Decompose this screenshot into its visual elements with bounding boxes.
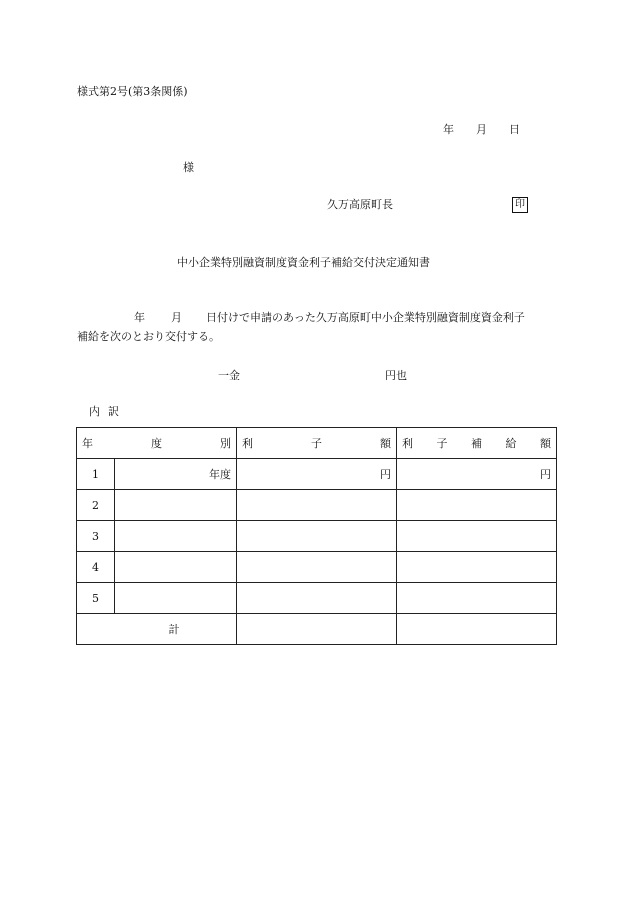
interest-cell bbox=[237, 490, 397, 521]
table-row bbox=[77, 490, 557, 521]
header-char: 度 bbox=[151, 437, 162, 450]
table-row bbox=[77, 583, 557, 614]
header-char: 利 bbox=[402, 437, 413, 450]
header-char: 子 bbox=[436, 437, 448, 450]
subsidy-cell bbox=[397, 583, 557, 614]
seal-mark: 印 bbox=[512, 197, 528, 213]
header-subsidy-amount bbox=[397, 428, 557, 459]
row-number: 2 bbox=[77, 490, 115, 521]
year-cell bbox=[115, 490, 237, 521]
header-char: 額 bbox=[380, 437, 391, 450]
breakdown-table bbox=[76, 427, 557, 645]
table-row bbox=[77, 459, 557, 490]
year-cell bbox=[115, 552, 237, 583]
date-month-label: 月 bbox=[476, 123, 487, 136]
interest-cell bbox=[237, 583, 397, 614]
document-title: 中小企業特別融資制度資金利子補給交付決定通知書 bbox=[177, 256, 430, 269]
subsidy-cell bbox=[397, 490, 557, 521]
body-line1-rest: 日付けで申請のあった久万高原町中小企業特別融資制度資金利子 bbox=[206, 311, 525, 324]
body-text-line-2: 補給を次のとおり交付する。 bbox=[77, 330, 220, 343]
header-interest-amount bbox=[237, 428, 397, 459]
date-day-label: 日 bbox=[509, 123, 520, 136]
form-number: 様式第2号(第3条関係) bbox=[77, 85, 188, 98]
amount-suffix: 円也 bbox=[385, 369, 407, 382]
row-number: 4 bbox=[77, 552, 115, 583]
total-interest-cell bbox=[237, 614, 397, 645]
body-month: 月 bbox=[171, 311, 182, 324]
date-year-label: 年 bbox=[443, 123, 454, 136]
amount-prefix: 一金 bbox=[218, 369, 240, 382]
total-label: 計 bbox=[77, 614, 237, 645]
issuer-name: 久万高原町長 bbox=[327, 198, 393, 211]
header-char: 利 bbox=[242, 437, 253, 450]
subsidy-cell bbox=[397, 552, 557, 583]
header-char: 年 bbox=[82, 437, 93, 450]
row-number: 3 bbox=[77, 521, 115, 552]
header-char: 額 bbox=[540, 437, 551, 450]
recipient-honorific: 様 bbox=[183, 161, 194, 174]
total-subsidy-cell bbox=[397, 614, 557, 645]
header-year-by bbox=[77, 428, 237, 459]
table-row bbox=[77, 552, 557, 583]
year-cell bbox=[115, 583, 237, 614]
year-cell: 年度 bbox=[115, 459, 237, 490]
row-number: 5 bbox=[77, 583, 115, 614]
interest-cell: 円 bbox=[237, 459, 397, 490]
header-char: 別 bbox=[220, 437, 231, 450]
header-char: 補 bbox=[471, 437, 482, 450]
issue-date bbox=[443, 123, 520, 137]
row-number: 1 bbox=[77, 459, 115, 490]
year-cell bbox=[115, 521, 237, 552]
subsidy-cell: 円 bbox=[397, 459, 557, 490]
table-row bbox=[77, 521, 557, 552]
body-year: 年 bbox=[134, 311, 145, 324]
header-char: 給 bbox=[505, 437, 517, 450]
breakdown-label: 内訳 bbox=[89, 405, 127, 418]
body-text-line-1 bbox=[134, 311, 525, 325]
interest-cell bbox=[237, 552, 397, 583]
total-row bbox=[77, 614, 557, 645]
table-header-row bbox=[77, 428, 557, 459]
header-char: 子 bbox=[311, 437, 322, 450]
interest-cell bbox=[237, 521, 397, 552]
subsidy-cell bbox=[397, 521, 557, 552]
